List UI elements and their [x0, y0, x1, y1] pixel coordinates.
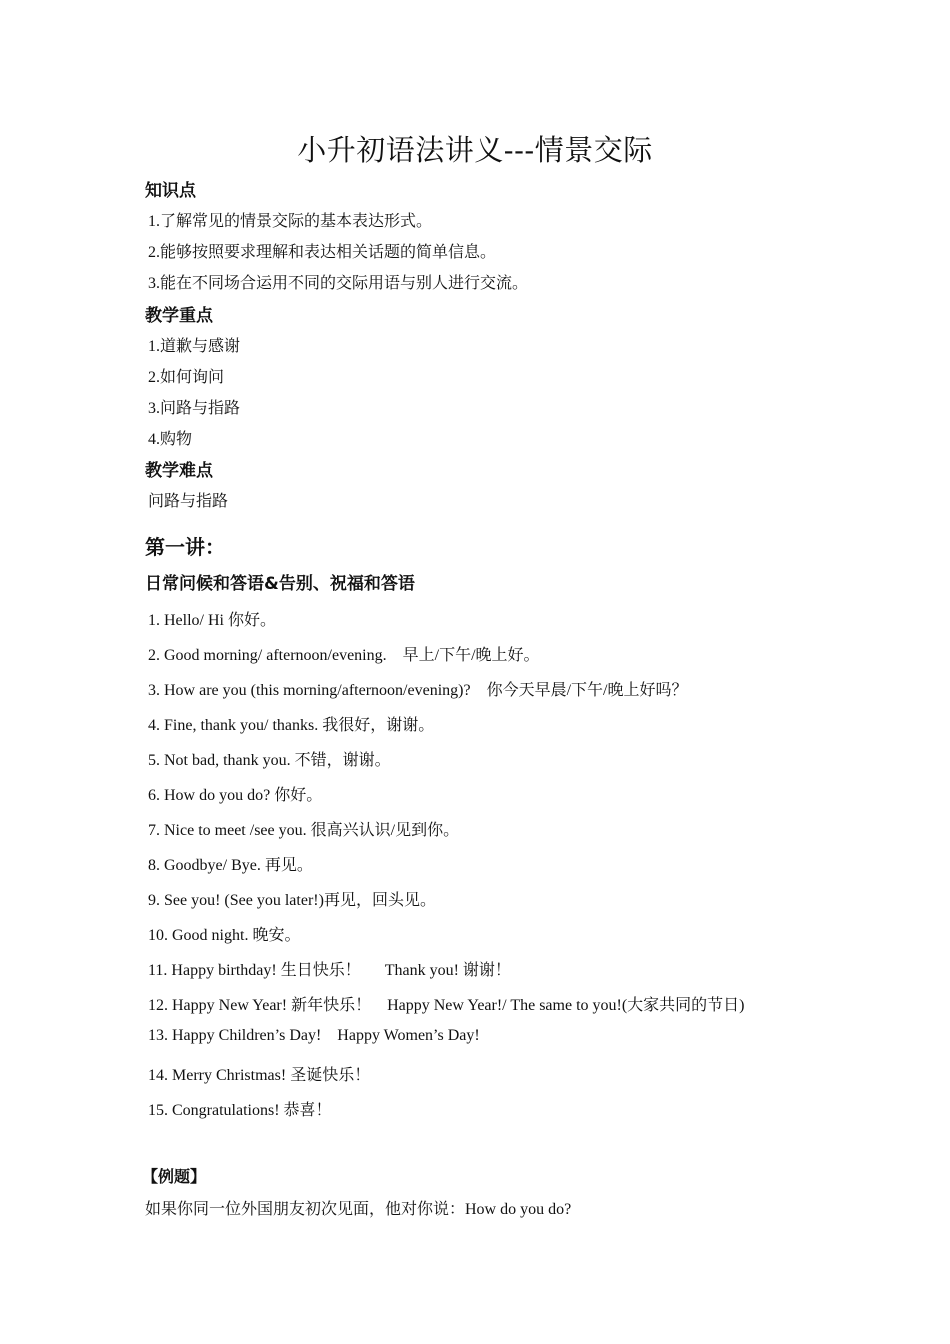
lecture-item: 8. Goodbye/ Bye. 再见。 — [148, 857, 313, 874]
lecture-heading: 第一讲： — [145, 535, 225, 559]
knowledge-item: 3.能在不同场合运用不同的交际用语与别人进行交流。 — [148, 275, 529, 292]
knowledge-heading: 知识点 — [145, 181, 196, 201]
lecture-item: 4. Fine, thank you/ thanks. 我很好，谢谢。 — [148, 717, 435, 734]
lecture-item: 1. Hello/ Hi 你好。 — [148, 612, 276, 629]
lecture-subheading: 日常问候和答语&告别、祝福和答语 — [145, 574, 415, 594]
lecture-item: 11. Happy birthday! 生日快乐！ Thank you! 谢谢！ — [148, 962, 511, 979]
lecture-item: 5. Not bad, thank you. 不错，谢谢。 — [148, 752, 391, 769]
lecture-item: 12. Happy New Year! 新年快乐！ Happy New Year!/ The same to you!(大家共同的节日) — [148, 997, 745, 1014]
focus-item: 3.问路与指路 — [148, 400, 241, 417]
example-text: 如果你同一位外国朋友初次见面，他对你说：How do you do? — [145, 1201, 572, 1218]
example-heading: 【例题】 — [142, 1167, 207, 1186]
lecture-item: 9. See you! (See you later!)再见，回头见。 — [148, 892, 436, 909]
focus-item: 1.道歉与感谢 — [148, 338, 241, 355]
lecture-item: 7. Nice to meet /see you. 很高兴认识/见到你。 — [148, 822, 460, 839]
lecture-item: 15. Congratulations! 恭喜！ — [148, 1102, 332, 1119]
focus-heading: 教学重点 — [145, 306, 213, 326]
difficulty-heading: 教学难点 — [145, 461, 213, 481]
focus-item: 4.购物 — [148, 431, 193, 448]
lecture-item: 14. Merry Christmas! 圣诞快乐！ — [148, 1067, 371, 1084]
focus-item: 2.如何询问 — [148, 369, 225, 386]
lecture-item: 3. How are you (this morning/afternoon/evening)? 你今天早晨/下午/晚上好吗？ — [148, 682, 688, 699]
lecture-item: 6. How do you do? 你好。 — [148, 787, 323, 804]
lecture-item: 13. Happy Children’s Day! Happy Women’s Day! — [148, 1027, 480, 1044]
knowledge-item: 1.了解常见的情景交际的基本表达形式。 — [148, 213, 433, 230]
knowledge-item: 2.能够按照要求理解和表达相关话题的简单信息。 — [148, 244, 497, 261]
difficulty-item: 问路与指路 — [148, 493, 229, 510]
page-title: 小升初语法讲义---情景交际 — [297, 133, 653, 167]
lecture-item: 2. Good morning/ afternoon/evening. 早上/下午/晚上好。 — [148, 647, 540, 664]
lecture-item: 10. Good night. 晚安。 — [148, 927, 301, 944]
